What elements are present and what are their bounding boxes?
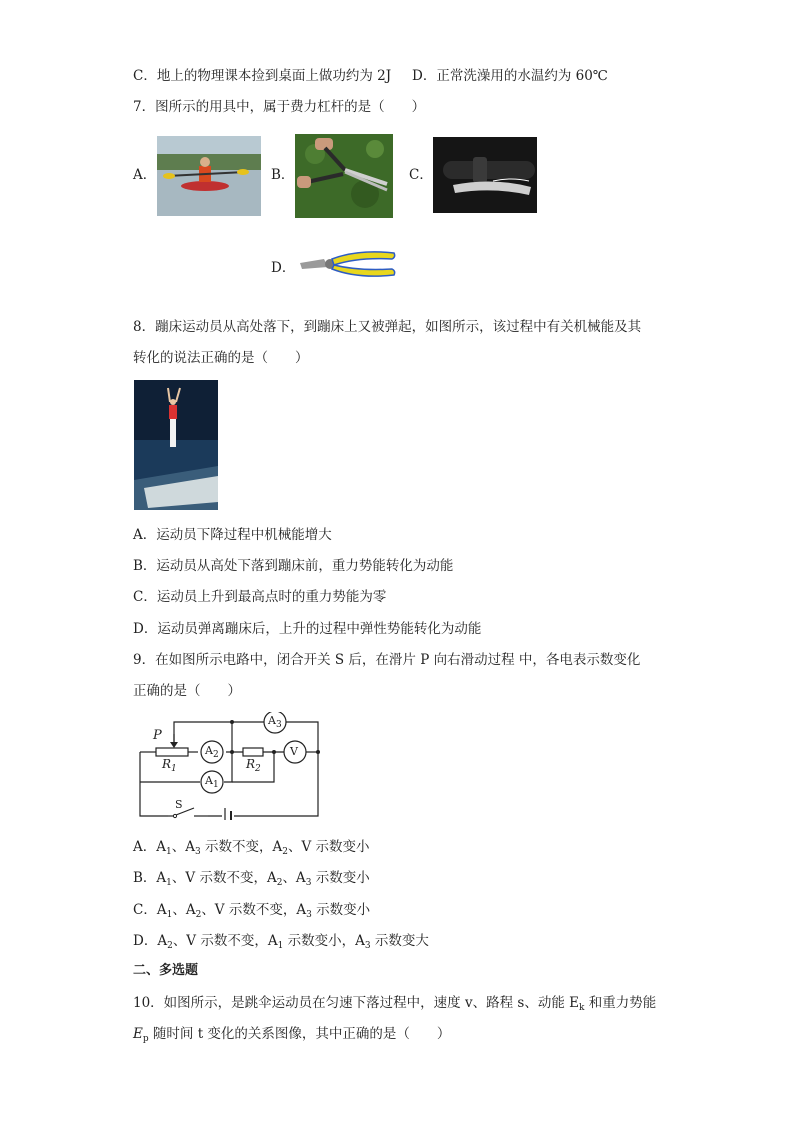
slider-p-label: P — [153, 728, 162, 743]
q7-stem: 7．图所示的用具中，属于费力杠杆的是（ ） — [133, 99, 426, 115]
ammeter-a2: $A_2$ — [205, 744, 219, 760]
q8-option-c: C．运动员上升到最高点时的重力势能为零 — [133, 589, 387, 605]
q9-option-d: D．$A_2$、V 示数不变，$A_1$ 示数变小，$A_3$ 示数变大 — [133, 933, 429, 951]
kayak-paddle-image — [157, 136, 261, 216]
q7-label-d: D． — [271, 260, 296, 276]
q9-stem-line-1: 9．在如图所示电路中，闭合开关 S 后，在滑片 P 向右滑动过程 中，各电表示数变化 — [133, 652, 641, 668]
q8-stem-line-2: 转化的说法正确的是（ ） — [133, 350, 309, 366]
pliers-image — [298, 247, 398, 283]
q7-label-a: A． — [133, 167, 157, 183]
q10-stem-line-2: $E_p$ 随时间 t 变化的关系图像，其中正确的是（ ） — [133, 1026, 451, 1044]
switch-s-label: S — [175, 798, 183, 811]
q9-option-c: C．$A_1$、$A_2$、V 示数不变，$A_3$ 示数变小 — [133, 902, 371, 920]
hedge-shears-image — [295, 134, 393, 218]
q10-stem-line-1: 10．如图所示，是跳伞运动员在匀速下落过程中，速度 v、路程 s、动能 $E_k$ 和重力势能 — [133, 995, 657, 1013]
q8-option-b: B．运动员从高处下落到蹦床前，重力势能转化为动能 — [133, 558, 454, 574]
q9-stem-line-2: 正确的是（ ） — [133, 683, 241, 699]
q9-option-b: B．$A_1$、V 示数不变，$A_2$、$A_3$ 示数变小 — [133, 870, 370, 888]
q8-option-d: D．运动员弹离蹦床后，上升的过程中弹性势能转化为动能 — [133, 621, 482, 637]
q7-label-b: B． — [271, 167, 295, 183]
voltmeter-v: V — [290, 745, 298, 758]
section-multi-choice-title: 二、多选题 — [133, 963, 199, 978]
q8-option-a: A．运动员下降过程中机械能增大 — [133, 527, 332, 543]
bike-brake-lever-image — [433, 137, 537, 213]
ammeter-a3: $A_3$ — [268, 714, 282, 730]
q9-option-a: A．$A_1$、$A_3$ 示数不变，$A_2$、V 示数变小 — [133, 839, 370, 857]
q7-label-c: C． — [409, 167, 433, 183]
r1-label: $R_1$ — [162, 757, 177, 774]
trampoline-athlete-image — [134, 380, 218, 510]
r2-label: $R_2$ — [246, 757, 261, 774]
q8-stem-line-1: 8．蹦床运动员从高处落下，到蹦床上又被弹起，如图所示，该过程中有关机械能及其 — [133, 319, 642, 335]
q6-option-c: C．地上的物理课本捡到桌面上做功约为 2J — [133, 68, 392, 84]
q6-option-d: D．正常洗澡用的水温约为 60℃ — [412, 68, 608, 84]
ammeter-a1: $A_1$ — [205, 774, 219, 790]
